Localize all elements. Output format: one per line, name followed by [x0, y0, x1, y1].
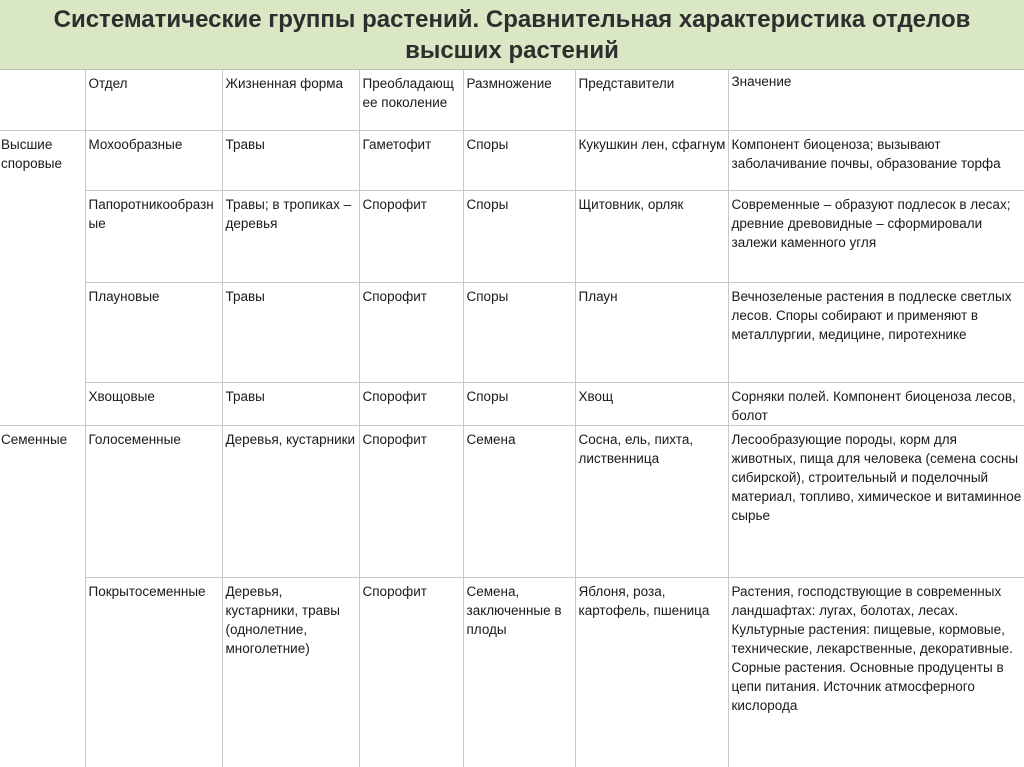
life-form-cell: Деревья, кустарники, травы (однолетние, многолетние)	[222, 577, 359, 767]
header-life-form: Жизненная форма	[222, 70, 359, 130]
representatives-cell: Яблоня, роза, картофель, пшеница	[575, 577, 728, 767]
group-spacer	[0, 382, 85, 425]
representatives-cell: Плаун	[575, 282, 728, 382]
table-row	[0, 130, 1024, 190]
comparison-table	[0, 70, 1024, 767]
division-cell: Голосеменные	[85, 425, 222, 577]
group-spacer	[0, 190, 85, 282]
generation-cell: Спорофит	[359, 577, 463, 767]
group-label: Высшие споровые	[1, 136, 62, 171]
division-cell: Покрытосеменные	[85, 577, 222, 767]
representatives-cell: Сосна, ель, пихта, лиственница	[575, 425, 728, 577]
header-generation: Преобладающее поколение	[359, 70, 463, 130]
division-cell: Папоротникообразные	[85, 190, 222, 282]
division-cell: Хвощовые	[85, 382, 222, 425]
reproduction-cell: Семена	[463, 425, 575, 577]
representatives-cell: Хвощ	[575, 382, 728, 425]
header-significance: Значение	[728, 70, 1024, 130]
life-form-cell: Травы	[222, 382, 359, 425]
significance-cell: Современные – образуют подлесок в лесах; древние древовидные – сформировали залежи каменного угля	[728, 190, 1024, 282]
page-title: Систематические группы растений. Сравнительная характеристика отделов высших растений	[0, 0, 1024, 70]
representatives-cell: Щитовник, орляк	[575, 190, 728, 282]
generation-cell: Гаметофит	[359, 130, 463, 190]
significance-cell: Сорняки полей. Компонент биоценоза лесов, болот	[728, 382, 1024, 425]
reproduction-cell: Споры	[463, 382, 575, 425]
significance-cell: Растения, господствующие в современных ландшафтах: лугах, болотах, лесах. Культурные растения: пищевые, кормовые, технические, лекарственные, декоративные. Сорные растения. Основные продуценты в цепи питания. Источник атмосферного кислорода	[728, 577, 1024, 767]
life-form-cell: Травы; в тропиках – деревья	[222, 190, 359, 282]
significance-cell: Вечнозеленые растения в подлеске светлых лесов. Споры собирают и применяют в металлургии, медицине, пиротехнике	[728, 282, 1024, 382]
group-label: Семенные	[1, 431, 68, 447]
header-division: Отдел	[85, 70, 222, 130]
generation-cell: Спорофит	[359, 282, 463, 382]
header-group	[0, 70, 85, 130]
header-representatives: Представители	[575, 70, 728, 130]
table-row	[0, 190, 1024, 282]
table-row	[0, 282, 1024, 382]
significance-cell: Лесообразующие породы, корм для животных, пища для человека (семена сосны сибирской), строительный и поделочный материал, топливо, химическое и витаминное сырье	[728, 425, 1024, 577]
life-form-cell: Травы	[222, 130, 359, 190]
reproduction-cell: Споры	[463, 282, 575, 382]
table-row	[0, 382, 1024, 425]
reproduction-cell: Споры	[463, 130, 575, 190]
significance-cell: Компонент биоценоза; вызывают заболачивание почвы, образование торфа	[728, 130, 1024, 190]
generation-cell: Спорофит	[359, 425, 463, 577]
header-reproduction: Размножение	[463, 70, 575, 130]
table-row	[0, 577, 1024, 767]
division-cell: Мохообразные	[85, 130, 222, 190]
life-form-cell: Травы	[222, 282, 359, 382]
reproduction-cell: Семена, заключенные в плоды	[463, 577, 575, 767]
generation-cell: Спорофит	[359, 190, 463, 282]
table-row	[0, 425, 1024, 577]
life-form-cell: Деревья, кустарники	[222, 425, 359, 577]
header-row	[0, 70, 1024, 130]
generation-cell: Спорофит	[359, 382, 463, 425]
reproduction-cell: Споры	[463, 190, 575, 282]
division-cell: Плауновые	[85, 282, 222, 382]
group-spacer	[0, 282, 85, 382]
group-spacer	[0, 577, 85, 767]
representatives-cell: Кукушкин лен, сфагнум	[575, 130, 728, 190]
